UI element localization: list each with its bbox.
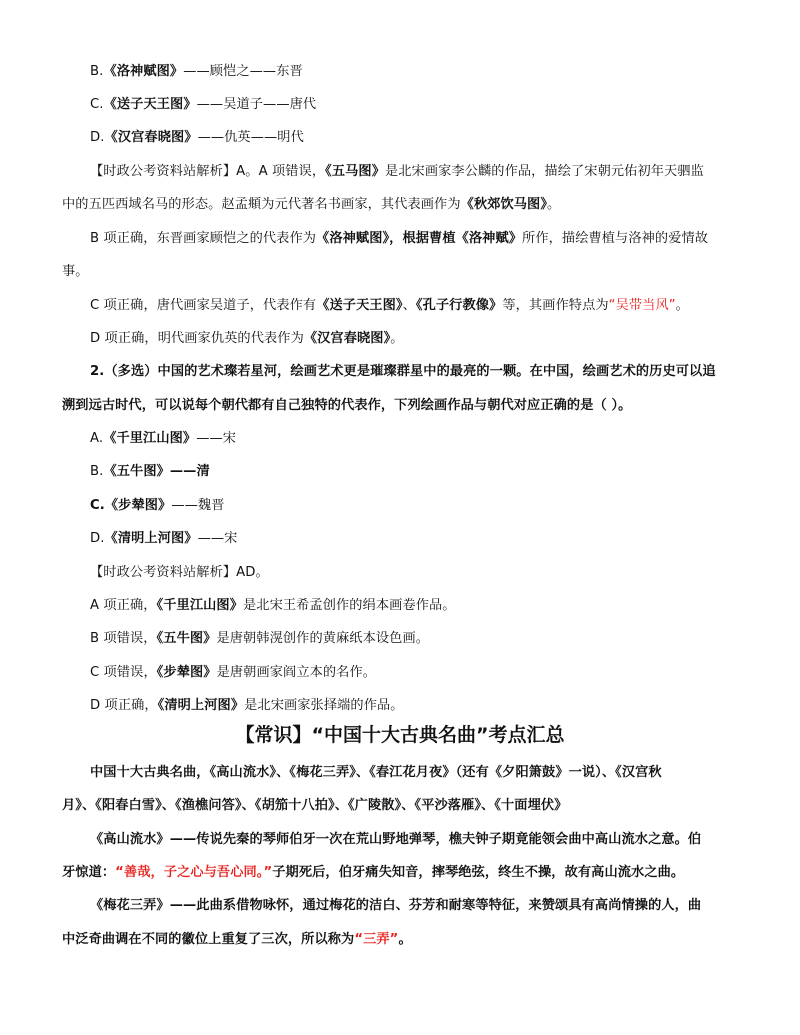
q2-option-b	[90, 462, 210, 482]
option-letter: B.	[90, 64, 104, 79]
exp2-line-4	[90, 696, 404, 716]
artwork-title: 《洛神赋图》	[316, 231, 390, 246]
exp2-line-0: 【时政公考资料站解析】AD。	[90, 565, 269, 580]
highlight-quote: “三弄”	[354, 932, 399, 947]
artwork-title: 《秋郊饮马图》	[460, 197, 548, 212]
artwork-title: 《五牛图》	[156, 631, 217, 646]
text: 牙惊道：	[62, 865, 116, 880]
option-text: ——魏晋	[171, 498, 225, 513]
text-bold: ，根据曹植	[389, 231, 456, 246]
text: C 项错误，	[90, 665, 157, 680]
highlight-quote: “吴带当风”	[608, 298, 676, 313]
artwork-title: 《清明上河图》	[104, 531, 198, 546]
option-text: ——宋	[196, 431, 237, 446]
text: 。	[390, 331, 404, 346]
artwork-title: 《五牛图》	[103, 464, 170, 479]
artwork-title: 《五马图》	[325, 164, 385, 179]
q2-option-d	[90, 529, 237, 549]
q2-stem-line-2: 溯到远古时代，可以说每个朝代都有自己独特的代表作，下列绘画作品与朝代对应正确的是（ ）。	[62, 398, 632, 413]
text: 是北宋画家张择端的作品。	[244, 698, 404, 713]
q1-option-c	[90, 95, 316, 115]
exp2-line-3	[90, 663, 376, 683]
q1-option-d	[90, 128, 304, 148]
text: B 项正确，东晋画家顾恺之的代表作为	[90, 231, 317, 246]
text: 、	[402, 298, 416, 313]
option-letter: D.	[90, 130, 105, 145]
artwork-title: 《步辇图》	[156, 665, 217, 680]
text: 中泛奇曲调在不同的徽位上重复了三次，所以称为	[62, 932, 355, 947]
exp1-line-6	[90, 329, 404, 349]
q2-option-c	[90, 496, 224, 516]
text: 子期死后，伯牙痛失知音，摔琴绝弦，终生不操，故有高山流水之曲。	[272, 865, 685, 880]
text: 。	[547, 197, 561, 212]
section-p1-line-1: 中国十大古典名曲，《高山流水》、《梅花三弄》、《春江花月夜》（还有《夕阳箫鼓》一说）、《汉宫秋	[90, 765, 662, 780]
artwork-title: 《送子天王图》	[316, 298, 403, 313]
q2-option-a	[90, 429, 236, 449]
text: 是唐朝韩滉创作的黄麻纸本设色画。	[216, 631, 430, 646]
exp1-line-1	[90, 162, 704, 182]
section-p1-line-2: 月》、《阳春白雪》、《渔樵问答》、《胡笳十八拍》、《广陵散》、《平沙落雁》、《十面埋伏》	[62, 798, 568, 813]
exp1-line-5	[90, 296, 689, 316]
text: 等，其画作特点为	[502, 298, 609, 313]
artwork-title: 《送子天王图》	[103, 97, 197, 112]
option-text: ——清	[169, 464, 210, 479]
text: 【时政公考资料站解析】A。A 项错误，	[90, 164, 326, 179]
q2-stem-line-1: 2.（多选）中国的艺术璨若星河，绘画艺术更是璀璨群星中的最亮的一颗。在中国，绘画艺术的历史可以追	[90, 364, 716, 379]
text: D 项正确，	[90, 698, 158, 713]
section-p2-line-1: 《高山流水》——传说先秦的琴师伯牙一次在荒山野地弹琴，樵夫钟子期竟能领会曲中高山流水之意。伯	[90, 832, 702, 847]
section-p3-line-2	[62, 930, 412, 950]
text: C 项正确，唐代画家吴道子，代表作有	[90, 298, 317, 313]
section-title: 【常识】“中国十大古典名曲”考点汇总	[235, 724, 565, 746]
option-letter: C.	[90, 97, 104, 112]
text: D 项正确，明代画家仇英的代表作为	[90, 331, 304, 346]
option-letter: A.	[90, 431, 104, 446]
exp2-line-2	[90, 629, 429, 649]
text: 中的五匹西域名马的形态。赵孟頫为元代著名书画家，其代表画作为	[62, 197, 461, 212]
text: A 项正确，	[90, 598, 157, 613]
text: 是北宋王希孟创作的绢本画卷作品。	[243, 598, 456, 613]
text: B 项错误，	[90, 631, 157, 646]
text: 所作，描绘曹植与洛神的爱情故	[522, 231, 709, 246]
highlight-quote: “善哉，子之心与吾心同。”	[115, 865, 273, 880]
exp1-line-4: 事。	[62, 264, 89, 279]
section-p2-line-2	[62, 863, 684, 883]
option-text: ——仇英——明代	[197, 130, 304, 145]
text: 是唐朝画家阎立本的名作。	[216, 665, 377, 680]
option-text: ——顾恺之——东晋	[183, 64, 303, 79]
artwork-title: 《千里江山图》	[103, 431, 197, 446]
text: 。	[675, 298, 689, 313]
exp2-line-1	[90, 596, 456, 616]
artwork-title: 《洛神赋》	[455, 231, 523, 246]
artwork-title: 《步辇图》	[104, 498, 172, 513]
option-letter: B.	[90, 464, 104, 479]
text: 是北宋画家李公麟的作品，描绘了宋朝元佑初年天驷监	[384, 164, 704, 179]
artwork-title: 《清明上河图》	[157, 698, 245, 713]
artwork-title: 《千里江山图》	[156, 598, 243, 613]
text: 。	[398, 932, 412, 947]
artwork-title: 《汉宫春晓图》	[104, 130, 198, 145]
artwork-title: 《汉宫春晓图》	[303, 331, 391, 346]
option-letter: D.	[90, 531, 105, 546]
artwork-title: 《洛神赋图》	[103, 64, 184, 79]
artwork-title: 《孔子行教像》	[415, 298, 503, 313]
option-letter: C.	[90, 498, 105, 513]
option-text: ——宋	[197, 531, 238, 546]
exp1-line-3	[90, 229, 708, 249]
q1-option-b	[90, 62, 303, 82]
option-text: ——吴道子——唐代	[196, 97, 317, 112]
exp1-line-2	[62, 195, 560, 215]
section-p3-line-1: 《梅花三弄》——此曲系借物咏怀，通过梅花的洁白、芬芳和耐寒等特征，来赞颂具有高尚情操的人，曲	[90, 898, 702, 913]
